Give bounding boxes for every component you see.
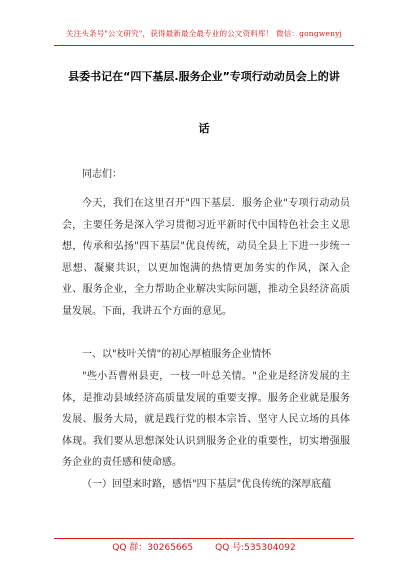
footer — [0, 540, 408, 553]
footer-divider — [54, 538, 354, 539]
document-title: 县委书记在“四下基层.服务企业”专项行动动员会上的讲 — [68, 70, 340, 83]
footer-qq-number: QQ 号:535304092 — [215, 543, 296, 553]
header-banner: 关注头条号"公文研究"，获得最新最全最专业的公文资料库！ 微信：gongwenyj — [65, 29, 343, 38]
paragraph-intro: 今天，我们在这里召开"四下基层．服务企业"专项行动动员会，主要任务是深入学习贯彻习近平新时代中国特色社会主义思想，传承和弘扬"四下基层"优良传统，动员全县上下进一步统一思想、凝聚共识，以更加饱满的热情更加务实的作风，深入企业、服务企业，全力帮助企业解决实际问题，推动全县经济高质量发展。下面，我讲五个方面的意见。 — [62, 198, 350, 317]
footer-qq-group: QQ 群：30265665 — [112, 543, 194, 553]
header-divider — [54, 45, 354, 46]
greeting: 同志们： — [82, 169, 122, 180]
section-heading-1: 一、以"枝叶关情"的初心厚植服务企业情怀 — [82, 349, 272, 360]
document-title-continued: 话 — [198, 122, 210, 135]
paragraph-section-1: "些小吾曹州县吏，一枝一叶总关情。"企业是经济发展的主体，是推动县域经济高质量发展的重要支撑。服务企业就是服务发展、服务大局，就是践行党的根本宗旨、坚守人民立场的具体体现。我们要从思想深处认识到服务企业的重要性，切实增强服务企业的责任感和使命感。 — [62, 371, 350, 468]
subsection-heading-1: （一）回望来时路，感悟"四下基层"优良传统的深厚底蕴 — [82, 479, 332, 490]
